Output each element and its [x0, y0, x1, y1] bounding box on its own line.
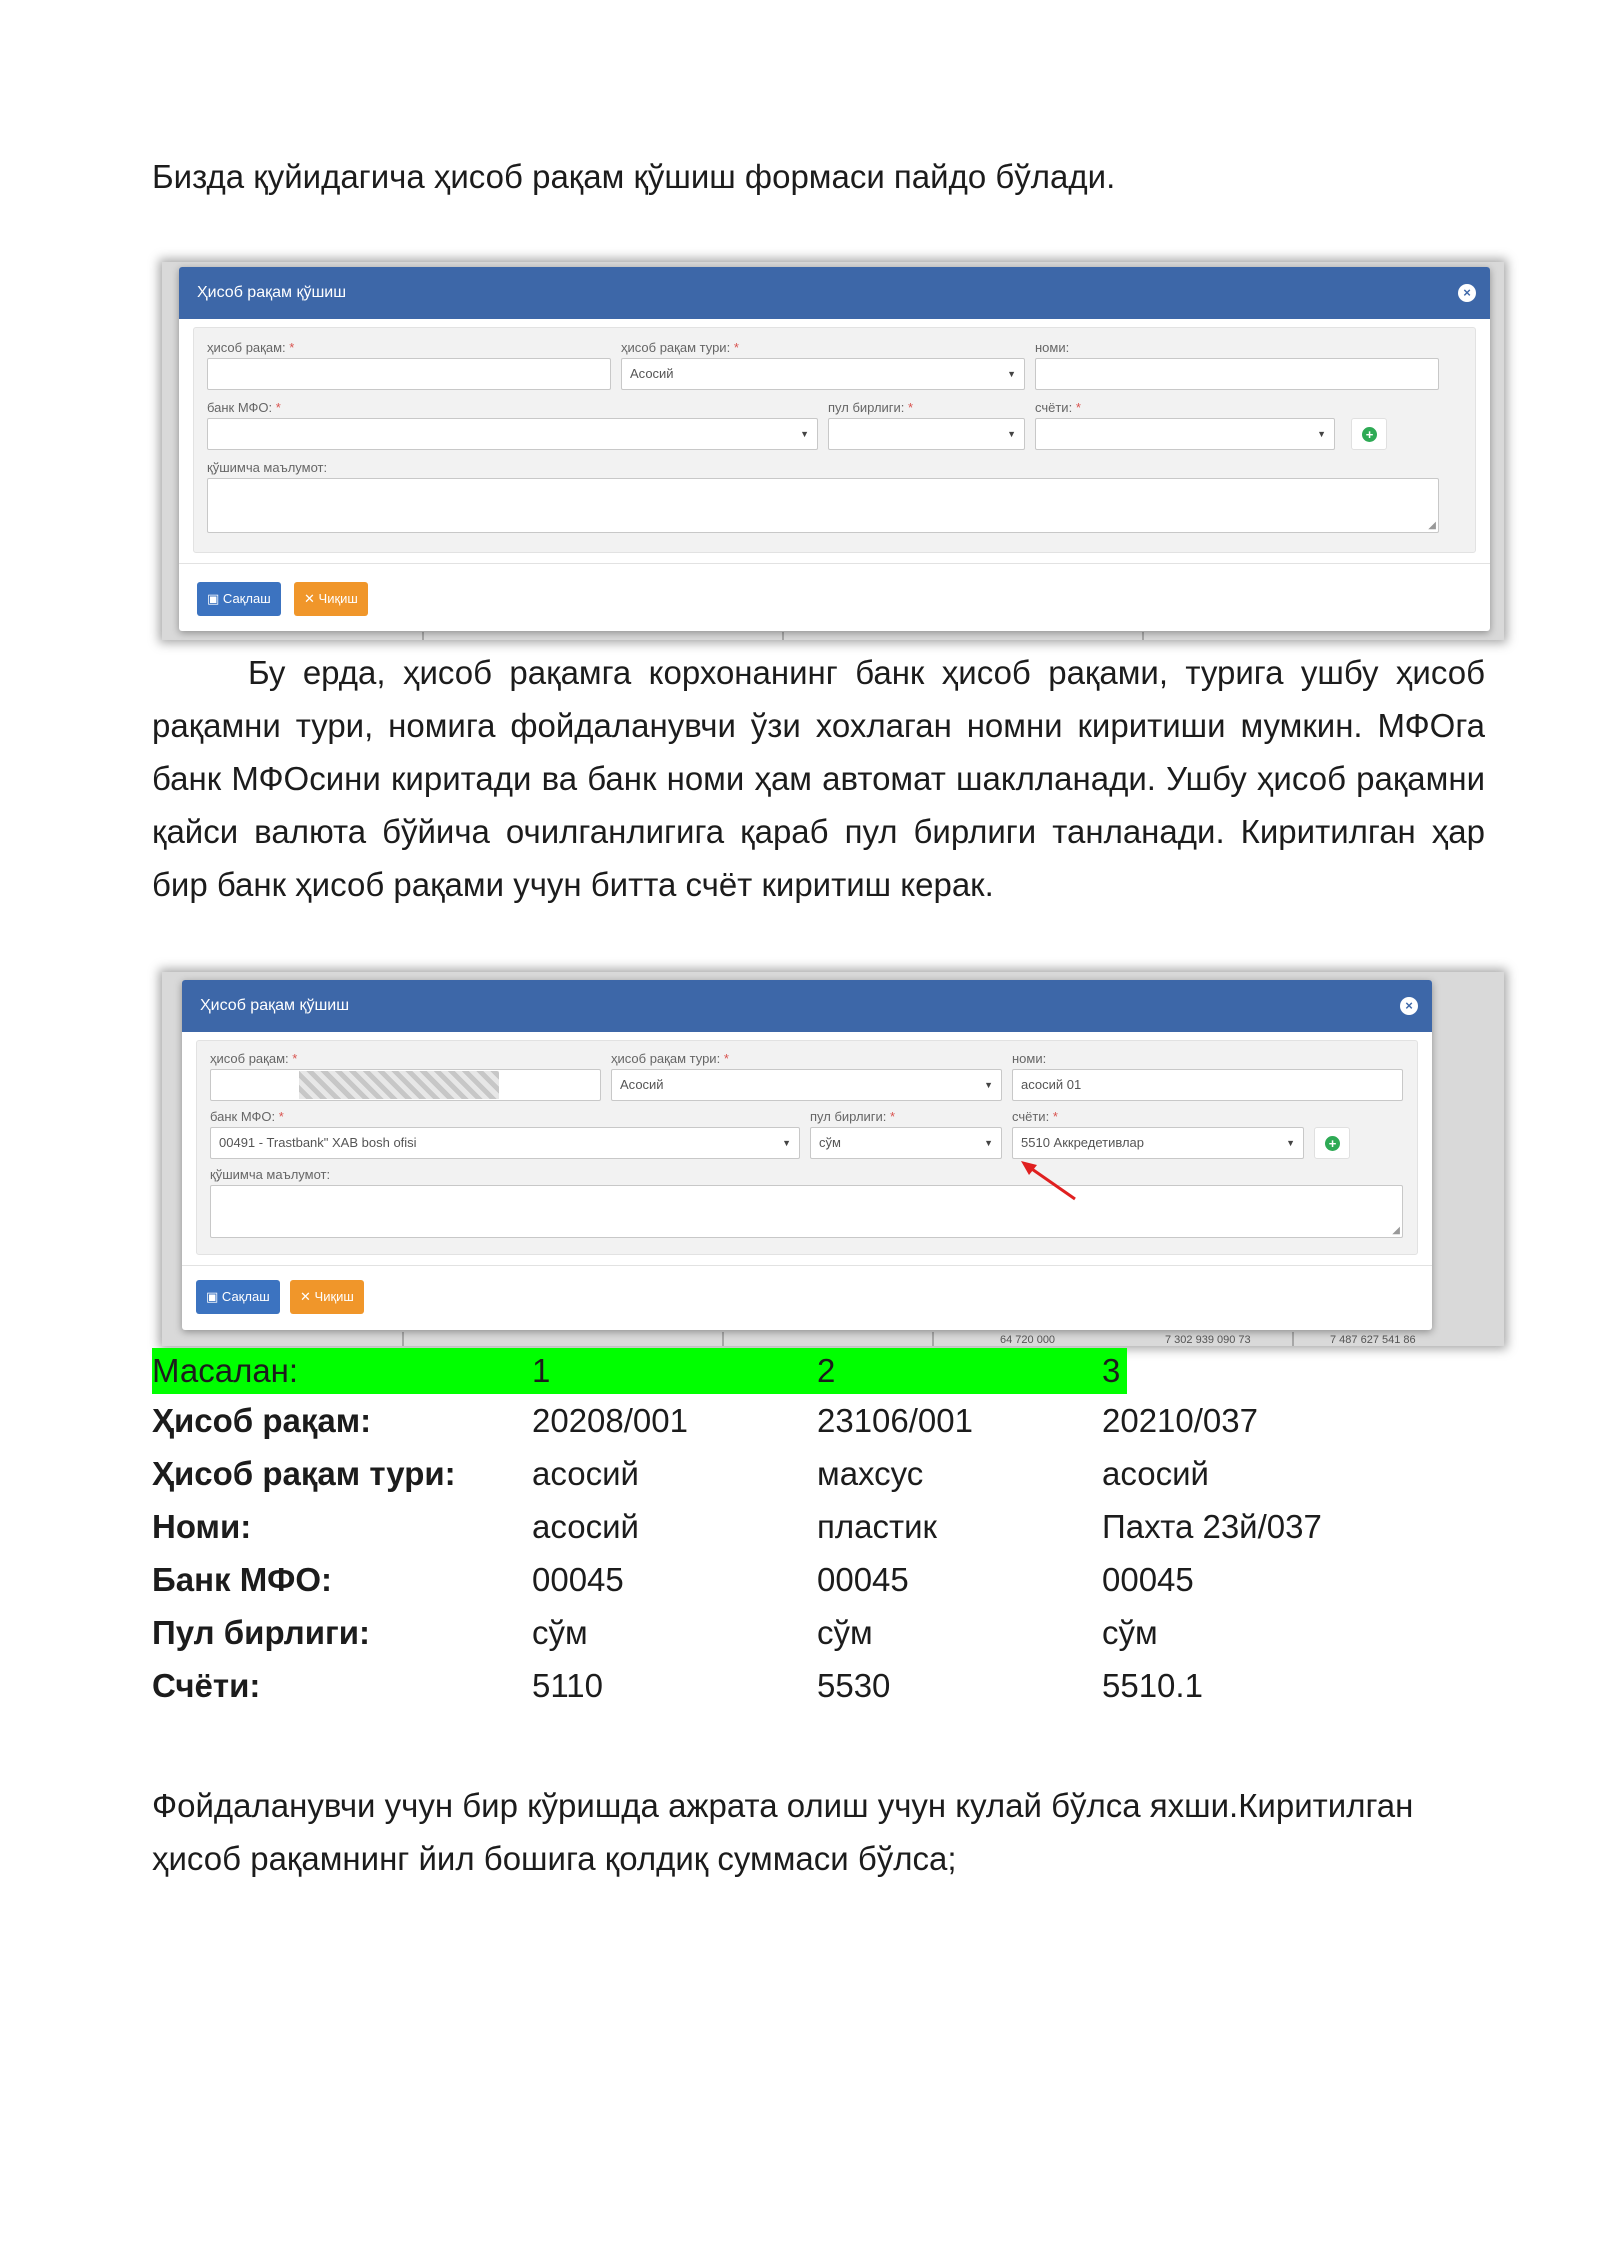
- caret-down-icon: ▼: [1007, 429, 1016, 439]
- red-arrow-icon: [1019, 1159, 1079, 1203]
- table-row: [152, 1394, 1492, 1447]
- add-account-modal: [179, 267, 1490, 631]
- table-cell: асосий: [532, 1508, 639, 1545]
- table-cell: махсус: [817, 1455, 924, 1492]
- modal-header: [182, 980, 1432, 1032]
- close-icon[interactable]: ×: [1400, 997, 1418, 1015]
- type-label: ҳисоб рақам тури: *: [621, 340, 739, 355]
- screenshot-filled-form: [162, 972, 1504, 1346]
- mfo-select[interactable]: [207, 418, 818, 450]
- add-ledger-button[interactable]: [1314, 1127, 1350, 1159]
- close-icon: ✕: [304, 591, 315, 606]
- modal-title: Ҳисоб рақам қўшиш: [197, 284, 347, 301]
- resize-grip-icon: ◢: [1428, 520, 1436, 531]
- form-body: [196, 1040, 1418, 1255]
- name-input[interactable]: асосий 01: [1012, 1069, 1403, 1101]
- intro-paragraph: Бизда қуйидагича ҳисоб рақам қўшиш формаси пайдо бўлади.: [152, 158, 1116, 195]
- table-row: [152, 1447, 1492, 1500]
- bg-number: 7 302 939 090 73: [1165, 1334, 1251, 1346]
- ledger-label: счёти: *: [1035, 400, 1081, 415]
- footer-divider: [182, 1265, 1432, 1266]
- add-ledger-button[interactable]: [1351, 418, 1387, 450]
- extra-info-textarea[interactable]: [207, 478, 1439, 533]
- bg-number: 64 720 000: [1000, 1334, 1056, 1346]
- table-cell: 5110: [532, 1667, 603, 1704]
- name-input[interactable]: [1035, 358, 1439, 390]
- ledger-select[interactable]: 5510 Аккредетивлар ▼: [1012, 1127, 1304, 1159]
- currency-select[interactable]: [828, 418, 1025, 450]
- row-label: Номи:: [152, 1508, 252, 1545]
- caret-down-icon: ▼: [782, 1138, 791, 1148]
- currency-label: пул бирлиги: *: [828, 400, 914, 415]
- type-select[interactable]: Асосий ▼: [611, 1069, 1002, 1101]
- save-button[interactable]: ▣ Сақлаш: [197, 582, 281, 616]
- row-label: Пул бирлиги:: [152, 1614, 371, 1651]
- extra-info-label: қўшимча маълумот:: [210, 1167, 331, 1182]
- modal-header: [179, 267, 1490, 319]
- table-row: [152, 1500, 1492, 1553]
- closing-paragraph: Фойдаланувчи учун бир кўришда ажрата олиш учун кулай бўлса яхши.Киритилган ҳисоб рақамнинг йил бошига қолдиқ суммаси бўлса;: [152, 1787, 1414, 1877]
- table-cell: 5510.1: [1102, 1667, 1203, 1704]
- table-cell: асосий: [532, 1455, 639, 1492]
- table-cell: 20210/037: [1102, 1402, 1258, 1439]
- currency-select[interactable]: сўм ▼: [810, 1127, 1002, 1159]
- row-label: Ҳисоб рақам:: [152, 1402, 372, 1439]
- table-cell: сўм: [817, 1614, 873, 1651]
- table-cell: Пахта 23й/037: [1102, 1508, 1322, 1545]
- table-header-cell: Масалан:: [152, 1352, 299, 1389]
- type-label: ҳисоб рақам тури: *: [611, 1051, 729, 1066]
- account-label: ҳисоб рақам: *: [210, 1051, 298, 1066]
- bg-number: 7 487 627 541 86: [1330, 1334, 1416, 1346]
- close-icon: ✕: [300, 1289, 311, 1304]
- add-account-modal: [182, 980, 1432, 1330]
- plus-circle-icon: +: [1325, 1136, 1340, 1151]
- table-header-cell: 2: [817, 1352, 836, 1389]
- table-row: [152, 1553, 1492, 1606]
- modal-title: Ҳисоб рақам қўшиш: [200, 997, 350, 1014]
- table-cell: сўм: [1102, 1614, 1158, 1651]
- table-cell: 00045: [817, 1561, 909, 1598]
- extra-info-label: қўшимча маълумот:: [207, 460, 328, 475]
- table-cell: 5530: [817, 1667, 891, 1704]
- table-cell: 20208/001: [532, 1402, 688, 1439]
- account-label: ҳисоб рақам: *: [207, 340, 295, 355]
- form-body: [193, 327, 1476, 553]
- save-button[interactable]: ▣ Сақлаш: [196, 1280, 280, 1314]
- plus-circle-icon: +: [1362, 427, 1377, 442]
- caret-down-icon: ▼: [984, 1080, 993, 1090]
- currency-label: пул бирлиги: *: [810, 1109, 896, 1124]
- caret-down-icon: ▼: [1317, 429, 1326, 439]
- name-label: номи:: [1035, 340, 1070, 355]
- mfo-select[interactable]: 00491 - Trastbank" XAB bosh ofisi ▼: [210, 1127, 800, 1159]
- screenshot-empty-form: [162, 262, 1504, 640]
- highlight-bar: [152, 1348, 1127, 1394]
- caret-down-icon: ▼: [800, 429, 809, 439]
- footer-divider: [179, 563, 1490, 564]
- table-cell: 00045: [1102, 1561, 1194, 1598]
- mfo-label: банк МФО: *: [207, 400, 281, 415]
- row-label: Счёти:: [152, 1667, 261, 1704]
- account-input[interactable]: [207, 358, 611, 390]
- table-cell: пластик: [817, 1508, 937, 1545]
- table-row: [152, 1659, 1492, 1712]
- table-row: [152, 1606, 1492, 1659]
- ledger-label: счёти: *: [1012, 1109, 1058, 1124]
- cancel-button[interactable]: ✕ Чиқиш: [290, 1280, 364, 1314]
- row-label: Ҳисоб рақам тури:: [152, 1455, 456, 1492]
- table-header-row: [152, 1348, 1492, 1394]
- table-cell: 23106/001: [817, 1402, 973, 1439]
- ledger-select[interactable]: [1035, 418, 1335, 450]
- table-header-cell: 1: [532, 1352, 551, 1389]
- table-cell: асосий: [1102, 1455, 1209, 1492]
- close-icon[interactable]: ×: [1458, 284, 1476, 302]
- explanation-paragraph: Бу ерда, ҳисоб рақамга корхонанинг банк ҳисоб рақами, турига ушбу ҳисоб рақамни тури, номига фойдаланувчи ўзи хохлаган номни киритиши мумкин. МФОга банк МФОсини киритади ва банк номи ҳам автомат шаклланади. Ушбу ҳисоб рақамни қайси валюта бўйича очилганлигига қараб пул бирлиги танланади. Киритилган ҳар бир банк ҳисоб рақами учун битта счёт киритиш керак.: [152, 654, 1485, 903]
- caret-down-icon: ▼: [1286, 1138, 1295, 1148]
- table-cell: сўм: [532, 1614, 588, 1651]
- extra-info-textarea[interactable]: [210, 1185, 1403, 1238]
- floppy-icon: ▣: [206, 1289, 219, 1304]
- floppy-icon: ▣: [207, 591, 220, 606]
- table-cell: 00045: [532, 1561, 624, 1598]
- mfo-label: банк МФО: *: [210, 1109, 284, 1124]
- type-select[interactable]: Асосий ▼: [621, 358, 1025, 390]
- caret-down-icon: ▼: [984, 1138, 993, 1148]
- example-table: [152, 1348, 1492, 1712]
- table-header-cell: 3: [1102, 1352, 1121, 1389]
- redacted-value: [299, 1071, 499, 1099]
- caret-down-icon: ▼: [1007, 369, 1016, 379]
- resize-grip-icon: ◢: [1392, 1225, 1400, 1236]
- name-label: номи:: [1012, 1051, 1047, 1066]
- cancel-button[interactable]: ✕ Чиқиш: [294, 582, 368, 616]
- row-label: Банк МФО:: [152, 1561, 333, 1598]
- account-input[interactable]: [210, 1069, 601, 1101]
